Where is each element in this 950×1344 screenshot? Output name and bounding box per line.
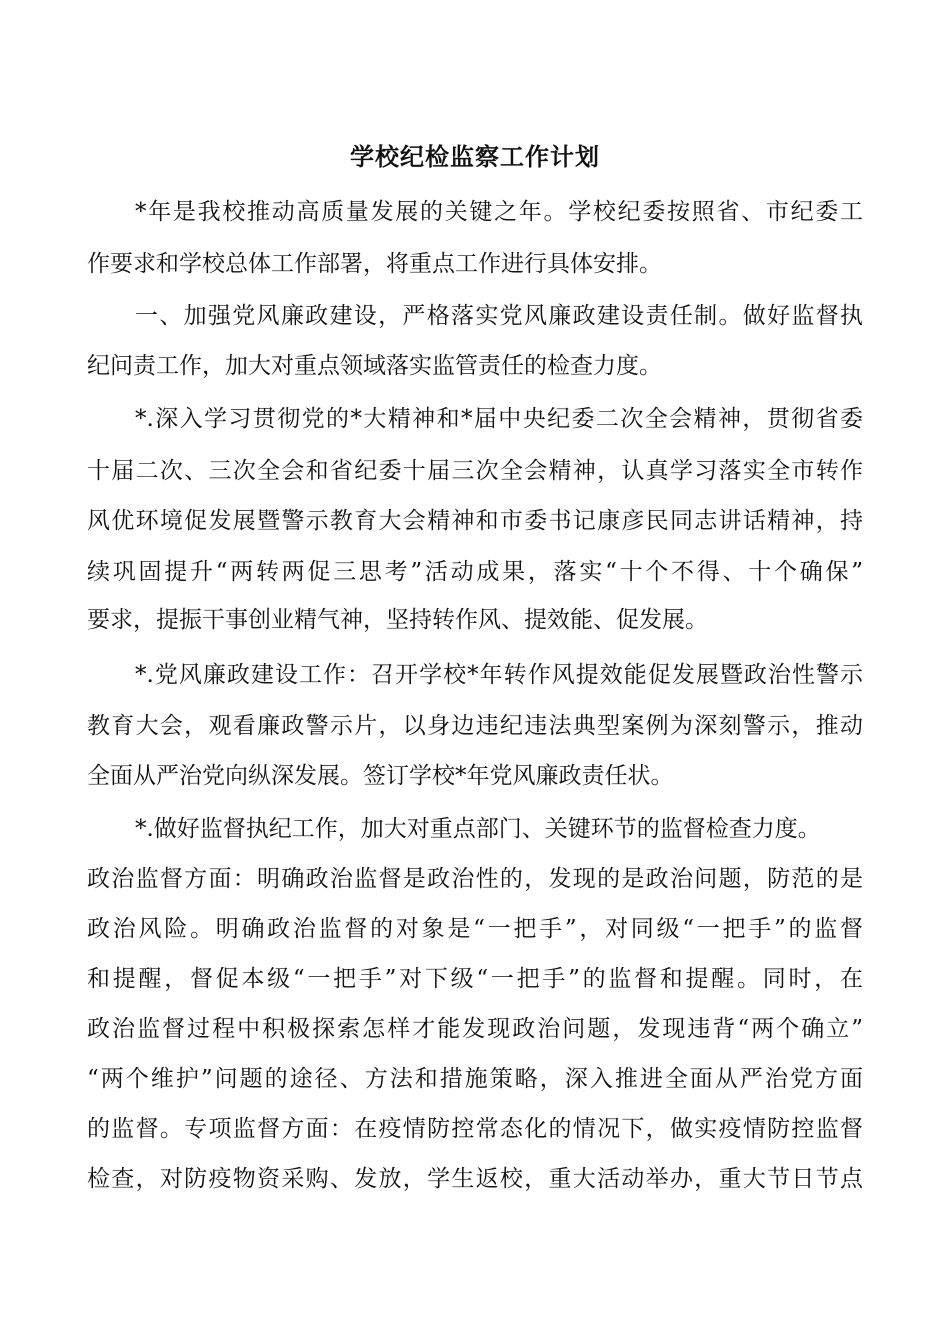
body-line: 全面从严治党向纵深发展。签订学校*年党风廉政责任状。 — [87, 763, 674, 789]
body-line: 十届二次、三次全会和省纪委十届三次全会精神，认真学习落实全市转作 — [87, 458, 863, 484]
body-line: *年是我校推动高质量发展的关键之年。学校纪委按照省、市纪委工 — [135, 199, 863, 225]
body-line: “两个维护”问题的途径、方法和措施策略，深入推进全面从严治党方面 — [87, 1066, 863, 1092]
body-line: 政治监督方面：明确政治监督是政治性的，发现的是政治问题，防范的是 — [87, 866, 863, 892]
body-line: *.深入学习贯彻党的*大精神和*届中央纪委二次全会精神，贯彻省委 — [135, 406, 863, 432]
body-line: 政治风险。明确政治监督的对象是“一把手”，对同级“一把手”的监督 — [87, 916, 863, 942]
body-line: 风优环境促发展暨警示教育大会精神和市委书记康彦民同志讲话精神，持 — [87, 508, 863, 534]
document-title: 学校纪检监察工作计划 — [350, 142, 600, 171]
body-line: 的监督。专项监督方面：在疫情防控常态化的情况下，做实疫情防控监督 — [87, 1116, 863, 1142]
body-line: 一、加强党风廉政建设，严格落实党风廉政建设责任制。做好监督执 — [135, 303, 863, 329]
body-line: *.做好监督执纪工作，加大对重点部门、关键环节的监督检查力度。 — [135, 816, 821, 842]
body-line: 检查，对防疫物资采购、发放，学生返校，重大活动举办，重大节日节点 — [87, 1166, 863, 1192]
body-line: 要求，提振干事创业精气神，坚持转作风、提效能、促发展。 — [87, 607, 708, 633]
body-line: 和提醒，督促本级“一把手”对下级“一把手”的监督和提醒。同时，在 — [87, 966, 863, 992]
body-line: *.党风廉政建设工作：召开学校*年转作风提效能促发展暨政治性警示 — [135, 662, 863, 688]
body-line: 纪问责工作，加大对重点领域落实监管责任的检查力度。 — [87, 353, 662, 379]
body-line: 政治监督过程中积极探索怎样才能发现政治问题，发现违背“两个确立” — [87, 1016, 863, 1042]
body-line: 续巩固提升“两转两促三思考”活动成果，落实“十个不得、十个确保” — [87, 559, 863, 585]
body-line: 作要求和学校总体工作部署，将重点工作进行具体安排。 — [87, 251, 662, 277]
body-line: 教育大会，观看廉政警示片，以身边违纪违法典型案例为深刻警示，推动 — [87, 713, 863, 739]
